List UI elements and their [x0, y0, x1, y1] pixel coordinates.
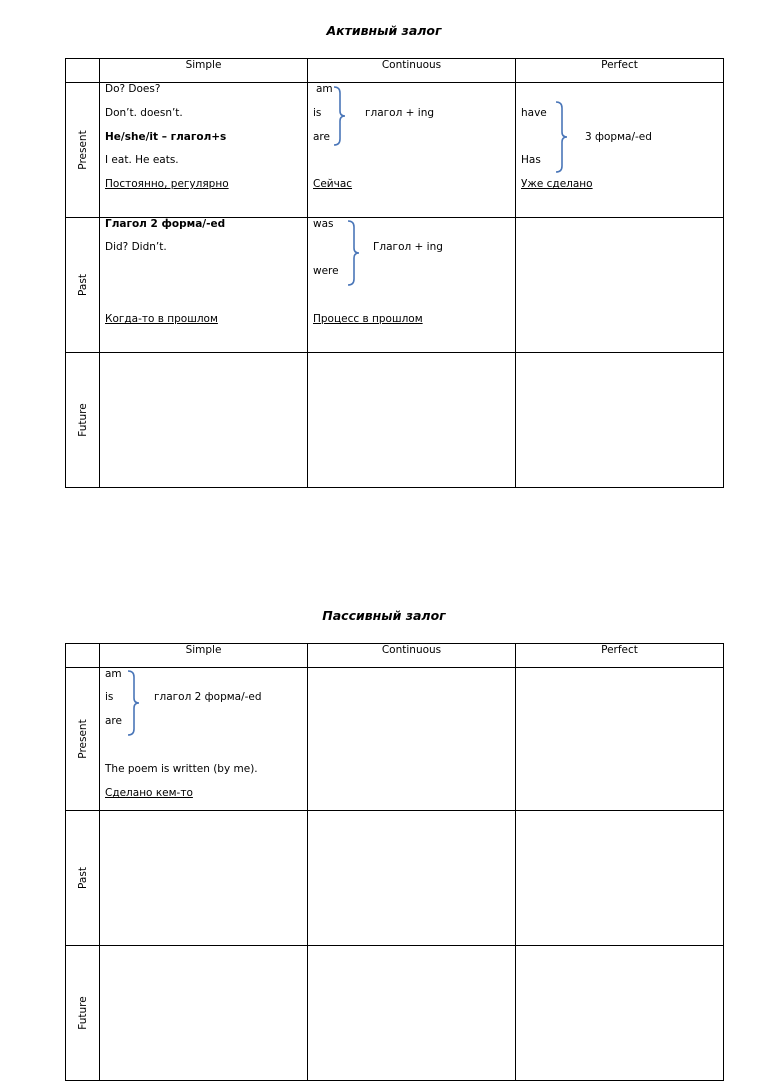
present-perfect-cell: [516, 83, 724, 218]
past-simple-note: Когда-то в прошлом: [105, 313, 218, 325]
past-continuous-cell: [308, 218, 516, 353]
passive-present-perfect-cell: [516, 668, 724, 811]
present-perfect-note: Уже сделано: [521, 178, 593, 190]
past-simple-cell: [100, 218, 308, 353]
row-future: [66, 946, 724, 1081]
present-simple-rule: He/she/it – глагол+s: [105, 131, 227, 143]
passive-present-is: is: [105, 691, 114, 703]
past-continuous-rule: Глагол + ing: [373, 241, 443, 253]
present-simple-note: Постоянно, регулярно: [105, 178, 229, 190]
passive-past-perfect-cell: [516, 811, 724, 946]
passive-present-note: Сделано кем-то: [105, 787, 193, 799]
passive-present-continuous-cell: [308, 668, 516, 811]
row-future: [66, 353, 724, 488]
corner-cell: [66, 59, 100, 83]
present-simple-example: I eat. He eats.: [105, 154, 179, 166]
header-perfect: Perfect: [516, 644, 724, 668]
row-label-future: Future: [66, 353, 100, 488]
passive-future-simple-cell: [100, 946, 308, 1081]
passive-present-example: The poem is written (by me).: [105, 763, 258, 775]
header-continuous: Continuous: [308, 59, 516, 83]
present-simple-negative: Don’t. doesn’t.: [105, 107, 183, 119]
present-continuous-cell: [308, 83, 516, 218]
curly-brace-icon: [332, 85, 348, 147]
row-label-past: Past: [66, 218, 100, 353]
header-continuous: Continuous: [308, 644, 516, 668]
passive-present-are: are: [105, 715, 122, 727]
header-perfect: Perfect: [516, 59, 724, 83]
header-row: [66, 644, 724, 668]
row-past: [66, 218, 724, 353]
past-simple-question: Did? Didn’t.: [105, 241, 167, 253]
past-perfect-cell: [516, 218, 724, 353]
passive-voice-table: [65, 643, 724, 1081]
passive-present-am: am: [105, 668, 122, 680]
present-perfect-has: Has: [521, 154, 541, 166]
header-simple: Simple: [100, 59, 308, 83]
row-label-present: Present: [66, 83, 100, 218]
present-continuous-is: is: [313, 107, 322, 119]
header-row: [66, 59, 724, 83]
present-continuous-are: are: [313, 131, 330, 143]
row-label-present: Present: [66, 668, 100, 811]
past-continuous-was: was: [313, 218, 334, 230]
present-continuous-am: am: [316, 83, 333, 95]
row-label-past: Past: [66, 811, 100, 946]
corner-cell: [66, 644, 100, 668]
passive-past-continuous-cell: [308, 811, 516, 946]
row-present: [66, 668, 724, 811]
present-perfect-rule: 3 форма/-ed: [585, 131, 652, 143]
active-voice-table: [65, 58, 724, 488]
curly-brace-icon: [126, 669, 142, 737]
row-label-future: Future: [66, 946, 100, 1081]
present-continuous-rule: глагол + ing: [365, 107, 435, 119]
curly-brace-icon: [554, 100, 570, 174]
curly-brace-icon: [346, 219, 362, 287]
present-continuous-note: Сейчас: [313, 178, 353, 190]
present-simple-cell: [100, 83, 308, 218]
future-perfect-cell: [516, 353, 724, 488]
header-simple: Simple: [100, 644, 308, 668]
future-simple-cell: [100, 353, 308, 488]
row-present: [66, 83, 724, 218]
passive-future-continuous-cell: [308, 946, 516, 1081]
passive-future-perfect-cell: [516, 946, 724, 1081]
past-continuous-note: Процесс в прошлом: [313, 313, 423, 325]
row-past: [66, 811, 724, 946]
active-voice-title: Активный залог: [326, 23, 442, 38]
passive-voice-title: Пассивный залог: [322, 608, 446, 623]
passive-present-simple-cell: [100, 668, 308, 811]
passive-present-rule: глагол 2 форма/-ed: [154, 691, 262, 703]
passive-past-simple-cell: [100, 811, 308, 946]
future-continuous-cell: [308, 353, 516, 488]
past-simple-rule: Глагол 2 форма/-ed: [105, 218, 226, 230]
present-perfect-have: have: [521, 107, 547, 119]
present-simple-question: Do? Does?: [105, 83, 161, 95]
past-continuous-were: were: [313, 265, 339, 277]
